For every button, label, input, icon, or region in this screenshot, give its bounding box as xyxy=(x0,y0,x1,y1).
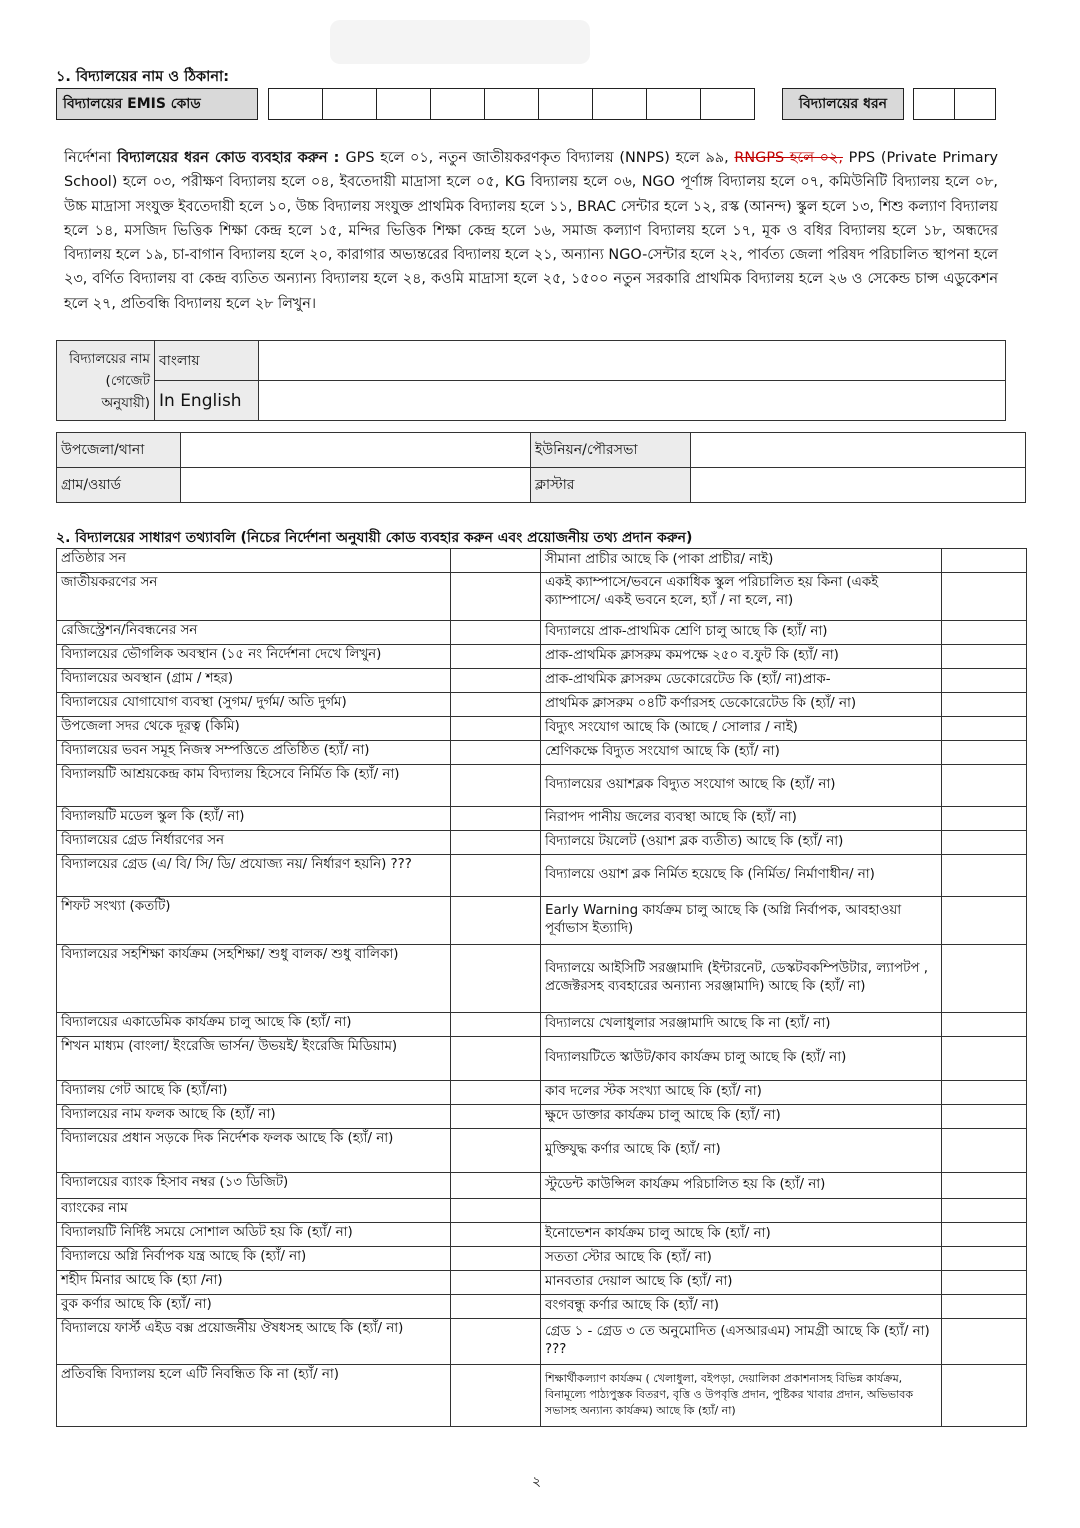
info-answer-right[interactable] xyxy=(942,1247,1027,1271)
info-answer-left[interactable] xyxy=(451,1319,541,1365)
info-answer-right[interactable] xyxy=(942,1271,1027,1295)
cluster-label: ক্লাস্টার xyxy=(531,468,691,503)
info-answer-right[interactable] xyxy=(942,855,1027,897)
info-answer-left[interactable] xyxy=(451,945,541,1013)
info-question-right: মানবতার দেয়াল আছে কি (হ্যাঁ/ না) xyxy=(541,1271,942,1295)
info-question-right: শিক্ষার্থীকল্যাণ কার্যক্রম ( খেলাধুলা, বইপড়া, দেয়ালিকা প্রকাশনাসহ বিভিন্ন কার্যক্রম, বিনামূল্যে পাঠ্যপুস্তক বিতরণ, বৃত্তি ও উপবৃত্তি প্রদান, পুষ্টিকর খাবার প্রদান, অভিভাবক সভাসহ অন্যান্য কার্যক্রম) আছে কি (হ্যাঁ/ না) xyxy=(541,1365,942,1427)
info-question-left: ব্যাংকের নাম xyxy=(57,1199,451,1223)
info-row xyxy=(57,1105,1027,1129)
info-answer-left[interactable] xyxy=(451,549,541,573)
info-question-right: বিদ্যালয়ে খেলাধুলার সরঞ্জামাদি আছে কি না (হ্যাঁ/ না) xyxy=(541,1013,942,1037)
name-english-label: In English xyxy=(155,381,259,421)
info-question-right: বিদ্যালয়ের ওয়াশব্লক বিদ্যুত সংযোগ আছে কি (হ্যাঁ/ না) xyxy=(541,765,942,807)
info-answer-right[interactable] xyxy=(942,897,1027,945)
info-answer-left[interactable] xyxy=(451,855,541,897)
info-answer-left[interactable] xyxy=(451,1173,541,1199)
school-type-digit-box[interactable] xyxy=(913,88,955,120)
location-table xyxy=(56,432,1026,503)
instruction-lead: নির্দেশনা xyxy=(64,150,118,166)
info-question-right: Early Warning কার্যক্রম চালু আছে কি (অগ্নি নির্বাপক, আবহাওয়া পূর্বাভাস ইত্যাদি) xyxy=(541,897,942,945)
school-name-label: বিদ্যালয়ের নাম (গেজেট অনুযায়ী) xyxy=(57,341,155,421)
info-question-right: বংগবন্ধু কর্ণার আছে কি (হ্যাঁ/ না) xyxy=(541,1295,942,1319)
info-question-left: বুক কর্ণার আছে কি (হ্যাঁ/ না) xyxy=(57,1295,451,1319)
info-question-left: প্রতিবন্ধি বিদ্যালয় হলে এটি নিবন্ধিত কি না (হ্যাঁ/ না) xyxy=(57,1365,451,1427)
info-answer-left[interactable] xyxy=(451,831,541,855)
info-row xyxy=(57,1013,1027,1037)
info-row xyxy=(57,741,1027,765)
info-question-right: শ্রেণিকক্ষে বিদ্যুত সংযোগ আছে কি (হ্যাঁ/ না) xyxy=(541,741,942,765)
name-english-field[interactable] xyxy=(259,381,1006,421)
info-row xyxy=(57,765,1027,807)
info-answer-left[interactable] xyxy=(451,1295,541,1319)
page-number: ২ xyxy=(532,1474,542,1490)
emis-digit-box[interactable] xyxy=(376,88,431,120)
school-type-instructions xyxy=(64,146,998,316)
info-answer-left[interactable] xyxy=(451,717,541,741)
info-question-right: বিদ্যালয়টিতে স্কাউট/কাব কার্যক্রম চালু আছে কি (হ্যাঁ/ না) xyxy=(541,1037,942,1081)
info-question-left: শিফট সংখ্যা (কতটি) xyxy=(57,897,451,945)
info-answer-left[interactable] xyxy=(451,693,541,717)
info-answer-left[interactable] xyxy=(451,741,541,765)
info-question-left: বিদ্যালয়টি আশ্রয়কেন্দ্র কাম বিদ্যালয় হিসেবে নির্মিত কি (হ্যাঁ/ না) xyxy=(57,765,451,807)
info-question-left: প্রতিষ্ঠার সন xyxy=(57,549,451,573)
info-row xyxy=(57,831,1027,855)
info-answer-right[interactable] xyxy=(942,1013,1027,1037)
cluster-field[interactable] xyxy=(691,468,1026,503)
info-row xyxy=(57,807,1027,831)
school-type-label: বিদ্যালয়ের ধরন xyxy=(782,88,904,120)
union-label: ইউনিয়ন/পৌরসভা xyxy=(531,433,691,468)
info-question-right: কাব দলের স্টক সংখ্যা আছে কি (হ্যাঁ/ না) xyxy=(541,1081,942,1105)
school-type-boxes[interactable] xyxy=(913,88,995,120)
info-question-right: সততা স্টোর আছে কি (হ্যাঁ/ না) xyxy=(541,1247,942,1271)
emis-digit-box[interactable] xyxy=(268,88,323,120)
info-row xyxy=(57,945,1027,1013)
info-question-left: বিদ্যালয়ের যোগাযোগ ব্যবস্থা (সুগম/ দুর্গম/ অতি দুর্গম) xyxy=(57,693,451,717)
info-answer-right[interactable] xyxy=(942,1295,1027,1319)
emis-code-boxes[interactable] xyxy=(268,88,754,120)
info-question-right: প্রাথমিক ক্লাসরুম ০৪টি কর্ণারসহ ডেকোরেটেড কি (হ্যাঁ/ না) xyxy=(541,693,942,717)
info-answer-right[interactable] xyxy=(942,573,1027,621)
info-answer-left[interactable] xyxy=(451,1223,541,1247)
info-question-left: বিদ্যালয়ের একাডেমিক কার্যক্রম চালু আছে কি (হ্যাঁ/ না) xyxy=(57,1013,451,1037)
section2-heading-bold: ২. বিদ্যালয়ের সাধারণ তথ্যাবলি ( xyxy=(56,530,247,546)
info-answer-right[interactable] xyxy=(942,1199,1027,1223)
info-question-left: বিদ্যালয়ের ভবন সমূহ নিজস্ব সম্পত্তিতে প্রতিষ্ঠিত (হ্যাঁ/ না) xyxy=(57,741,451,765)
info-question-left: জাতীয়করণের সন xyxy=(57,573,451,621)
info-answer-right[interactable] xyxy=(942,693,1027,717)
info-answer-right[interactable] xyxy=(942,1037,1027,1081)
info-question-right: নিরাপদ পানীয় জলের ব্যবস্থা আছে কি (হ্যাঁ/ না) xyxy=(541,807,942,831)
info-question-left: বিদ্যালয়ের নাম ফলক আছে কি (হ্যাঁ/ না) xyxy=(57,1105,451,1129)
info-question-right xyxy=(541,1199,942,1223)
info-row xyxy=(57,573,1027,621)
info-question-left: বিদ্যালয়ের গ্রেড (এ/ বি/ সি/ ডি/ প্রযোজ্য নয়/ নির্ধারণ হয়নি) ??? xyxy=(57,855,451,897)
info-question-right: বিদ্যালয়ে টয়লেট (ওয়াশ ব্লক ব্যতীত) আছে কি (হ্যাঁ/ না) xyxy=(541,831,942,855)
info-row xyxy=(57,855,1027,897)
info-row xyxy=(57,1199,1027,1223)
info-answer-left[interactable] xyxy=(451,573,541,621)
info-question-right: বিদ্যালয়ে ওয়াশ ব্লক নির্মিত হয়েছে কি (নির্মিত/ নির্মাণাধীন/ না) xyxy=(541,855,942,897)
emis-digit-box[interactable] xyxy=(646,88,701,120)
emis-digit-box[interactable] xyxy=(322,88,377,120)
info-question-right: ইনোভেশন কার্যক্রম চালু আছে কি (হ্যাঁ/ না) xyxy=(541,1223,942,1247)
info-answer-right[interactable] xyxy=(942,1081,1027,1105)
emis-digit-box[interactable] xyxy=(700,88,755,120)
info-question-left: বিদ্যালয়টি নির্দিষ্ট সময়ে সোশাল অডিট হয় কি (হ্যাঁ/ না) xyxy=(57,1223,451,1247)
info-question-right: বিদ্যালয়ে আইসিটি সরঞ্জামাদি (ইন্টারনেট, ডেস্কটবকম্পিউটার, ল্যাপটপ , প্রজেক্টরসহ ব্যবহারের অন্যান্য সরঞ্জামাদি) আছে কি (হ্যাঁ/ না) xyxy=(541,945,942,1013)
info-row xyxy=(57,645,1027,669)
info-question-left: শিখন মাধ্যম (বাংলা/ ইংরেজি ভার্সন/ উভয়ই/ ইংরেজি মিডিয়াম) xyxy=(57,1037,451,1081)
info-answer-right[interactable] xyxy=(942,945,1027,1013)
info-row xyxy=(57,717,1027,741)
info-row xyxy=(57,621,1027,645)
info-row xyxy=(57,693,1027,717)
name-bangla-field[interactable] xyxy=(259,341,1006,381)
info-answer-right[interactable] xyxy=(942,1223,1027,1247)
info-answer-left[interactable] xyxy=(451,1037,541,1081)
info-answer-left[interactable] xyxy=(451,1365,541,1427)
info-question-left: রেজিস্ট্রেশন/নিবন্ধনের সন xyxy=(57,621,451,645)
info-row xyxy=(57,1365,1027,1427)
info-row xyxy=(57,1129,1027,1173)
info-answer-left[interactable] xyxy=(451,1013,541,1037)
info-answer-right[interactable] xyxy=(942,1173,1027,1199)
info-row xyxy=(57,1223,1027,1247)
info-question-left: বিদ্যালয়ে অগ্নি নির্বাপক যন্ত্র আছে কি (হ্যাঁ/ না) xyxy=(57,1247,451,1271)
info-row xyxy=(57,1319,1027,1365)
info-answer-left[interactable] xyxy=(451,1105,541,1129)
info-question-left: বিদ্যালয় গেট আছে কি (হ্যাঁ/না) xyxy=(57,1081,451,1105)
info-answer-right[interactable] xyxy=(942,1129,1027,1173)
info-answer-right[interactable] xyxy=(942,669,1027,693)
info-answer-left[interactable] xyxy=(451,807,541,831)
blurred-header xyxy=(330,20,590,64)
emis-digit-box[interactable] xyxy=(592,88,647,120)
info-row xyxy=(57,1173,1027,1199)
village-label: গ্রাম/ওয়ার্ড xyxy=(57,468,181,503)
info-answer-right[interactable] xyxy=(942,645,1027,669)
info-answer-left[interactable] xyxy=(451,1129,541,1173)
info-row xyxy=(57,1271,1027,1295)
info-answer-right[interactable] xyxy=(942,831,1027,855)
info-question-left: বিদ্যালয়ের সহশিক্ষা কার্যক্রম (সহশিক্ষা/ শুধু বালক/ শুধু বালিকা) xyxy=(57,945,451,1013)
info-row xyxy=(57,1247,1027,1271)
info-answer-right[interactable] xyxy=(942,807,1027,831)
info-row xyxy=(57,897,1027,945)
general-info-table xyxy=(56,548,1027,1427)
info-row xyxy=(57,1295,1027,1319)
emis-code-label: বিদ্যালয়ের EMIS কোড xyxy=(56,88,258,120)
info-question-left: বিদ্যালয়টি মডেল স্কুল কি (হ্যাঁ/ না) xyxy=(57,807,451,831)
info-question-right: মুক্তিযুদ্ধ কর্ণার আছে কি (হ্যাঁ/ না) xyxy=(541,1129,942,1173)
instruction-struck-text: RNGPS হলে ০২, xyxy=(734,150,843,166)
info-question-left: বিদ্যালয়ের প্রধান সড়কে দিক নির্দেশক ফলক আছে কি (হ্যাঁ/ না) xyxy=(57,1129,451,1173)
info-question-left: বিদ্যালয়ের ভৌগলিক অবস্থান (১৫ নং নির্দেশনা দেখে লিখুন) xyxy=(57,645,451,669)
info-question-left: শহীদ মিনার আছে কি (হ্যা /না) xyxy=(57,1271,451,1295)
union-field[interactable] xyxy=(691,433,1026,468)
village-field[interactable] xyxy=(181,468,531,503)
info-question-right: সীমানা প্রাচীর আছে কি (পাকা প্রাচীর/ নাই) xyxy=(541,549,942,573)
info-answer-left[interactable] xyxy=(451,765,541,807)
info-answer-right[interactable] xyxy=(942,765,1027,807)
name-bangla-label: বাংলায় xyxy=(155,341,259,381)
info-question-right: বিদ্যালয়ে প্রাক-প্রাথমিক শ্রেণি চালু আছে কি (হ্যাঁ/ না) xyxy=(541,621,942,645)
info-answer-right[interactable] xyxy=(942,549,1027,573)
upazila-field[interactable] xyxy=(181,433,531,468)
section1-heading: ১. বিদ্যালয়ের নাম ও ঠিকানা: xyxy=(56,69,229,85)
instruction-part2: PPS (Private Primary School) হলে ০৩, পরীক্ষণ বিদ্যালয় হলে ০৪, ইবতেদায়ী মাদ্রাসা হলে ০৫, KG বিদ্যালয় হলে ০৬, NGO পূর্ণাঙ্গ বিদ্যালয় হলে ০৭, কমিউনিটি বিদ্যালয় হলে ০৮, উচ্চ মাদ্রাসা সংযুক্ত ইবতেদায়ী হলে ১০, উচ্চ বিদ্যালয় সংযুক্ত প্রাথমিক বিদ্যালয় হলে ১১, BRAC সেন্টার হলে ১২, রস্ক (আনন্দ) স্কুল হলে ১৩, শিশু কল্যাণ বিদ্যালয় হলে ১৪, মসজিদ ভিত্তিক শিক্ষা কেন্দ্র হলে ১৫, মন্দির ভিত্তিক শিক্ষা কেন্দ্র হলে ১৬, সমাজ কল্যাণ বিদ্যালয় হলে ১৭, মূক ও বধির বিদ্যালয় হলে ১৮, অন্ধদের বিদ্যালয় হলে ১৯, চা-বাগান বিদ্যালয় হলে ২০, কারাগার অভ্যন্তরের বিদ্যালয় হলে ২১, অন্যান্য NGO-সেন্টার হলে ২২, পার্বত্য জেলা পরিষদ পরিচালিত স্থাপনা হলে ২৩, বর্ণিত বিদ্যালয় বা কেন্দ্র ব্যতিত অন্যান্য বিদ্যালয় হলে ২৪, কওমি মাদ্রাসা হলে ২৫, ১৫০০ নতুন সরকারি প্রাথমিক বিদ্যালয় হলে ২৬ ও সেকেন্ড চান্স এডুকেশন হলে ২৭, প্রতিবন্ধি বিদ্যালয় হলে ২৮ লিখুন। xyxy=(64,150,999,312)
info-answer-left[interactable] xyxy=(451,621,541,645)
info-question-right: স্টুডেন্ট কাউন্সিল কার্যক্রম পরিচালিত হয় কি (হ্যাঁ/ না) xyxy=(541,1173,942,1199)
info-question-left: উপজেলা সদর থেকে দূরত্ব (কিমি) xyxy=(57,717,451,741)
info-answer-left[interactable] xyxy=(451,1271,541,1295)
instruction-bold: বিদ্যালয়ের ধরন কোড ব্যবহার করুন : xyxy=(117,150,346,166)
info-answer-left[interactable] xyxy=(451,645,541,669)
info-answer-left[interactable] xyxy=(451,669,541,693)
info-answer-right[interactable] xyxy=(942,717,1027,741)
info-answer-right[interactable] xyxy=(942,1365,1027,1427)
emis-digit-box[interactable] xyxy=(430,88,485,120)
info-answer-left[interactable] xyxy=(451,897,541,945)
upazila-label: উপজেলা/থানা xyxy=(57,433,181,468)
section2-heading-note: নিচের নির্দেশনা অনুযায়ী কোড ব্যবহার করুন এবং প্রয়োজনীয় তথ্য প্রদান করুন xyxy=(246,530,687,546)
info-answer-right[interactable] xyxy=(942,1319,1027,1365)
info-answer-right[interactable] xyxy=(942,1105,1027,1129)
emis-digit-box[interactable] xyxy=(538,88,593,120)
school-name-table xyxy=(56,340,1006,421)
info-answer-left[interactable] xyxy=(451,1199,541,1223)
info-question-left: বিদ্যালয়ের ব্যাংক হিসাব নম্বর (১৩ ডিজিট) xyxy=(57,1173,451,1199)
info-question-right: প্রাক-প্রাথমিক ক্লাসরুম ডেকোরেটেড কি (হ্যাঁ/ না)প্রাক- xyxy=(541,669,942,693)
info-question-right: গ্রেড ১ - গ্রেড ৩ তে অনুমোদিত (এসআরএম) সামগ্রী আছে কি (হ্যাঁ/ না) ??? xyxy=(541,1319,942,1365)
info-answer-left[interactable] xyxy=(451,1247,541,1271)
info-row xyxy=(57,549,1027,573)
section2-heading-close: ) xyxy=(686,530,693,546)
info-question-right: প্রাক-প্রাথমিক ক্লাসরুম কমপক্ষে ২৫০ ব.ফুট কি (হ্যাঁ/ না) xyxy=(541,645,942,669)
section2-heading xyxy=(56,526,692,550)
info-question-right: বিদ্যুৎ সংযোগ আছে কি (আছে / সোলার / নাই) xyxy=(541,717,942,741)
info-question-right: ক্ষুদে ডাক্তার কার্যক্রম চালু আছে কি (হ্যাঁ/ না) xyxy=(541,1105,942,1129)
info-answer-right[interactable] xyxy=(942,621,1027,645)
info-answer-right[interactable] xyxy=(942,741,1027,765)
info-question-left: বিদ্যালয়ের গ্রেড নির্ধারণের সন xyxy=(57,831,451,855)
info-row xyxy=(57,1037,1027,1081)
school-type-digit-box[interactable] xyxy=(954,88,996,120)
info-question-right: একই ক্যাম্পাসে/ভবনে একাধিক স্কুল পরিচালিত হয় কিনা (একই ক্যাম্পাসে/ একই ভবনে হলে, হ্যাঁ / না হলে, না) xyxy=(541,573,942,621)
info-question-left: বিদ্যালয়ে ফার্স্ট এইড বক্স প্রয়োজনীয় ঔষধসহ আছে কি (হ্যাঁ/ না) xyxy=(57,1319,451,1365)
instruction-part1: GPS হলে ০১, নতুন জাতীয়করণকৃত বিদ্যালয় (NNPS) হলে ৯৯, xyxy=(345,150,735,166)
info-row xyxy=(57,1081,1027,1105)
info-row xyxy=(57,669,1027,693)
info-answer-left[interactable] xyxy=(451,1081,541,1105)
emis-digit-box[interactable] xyxy=(484,88,539,120)
info-question-left: বিদ্যালয়ের অবস্থান (গ্রাম / শহর) xyxy=(57,669,451,693)
